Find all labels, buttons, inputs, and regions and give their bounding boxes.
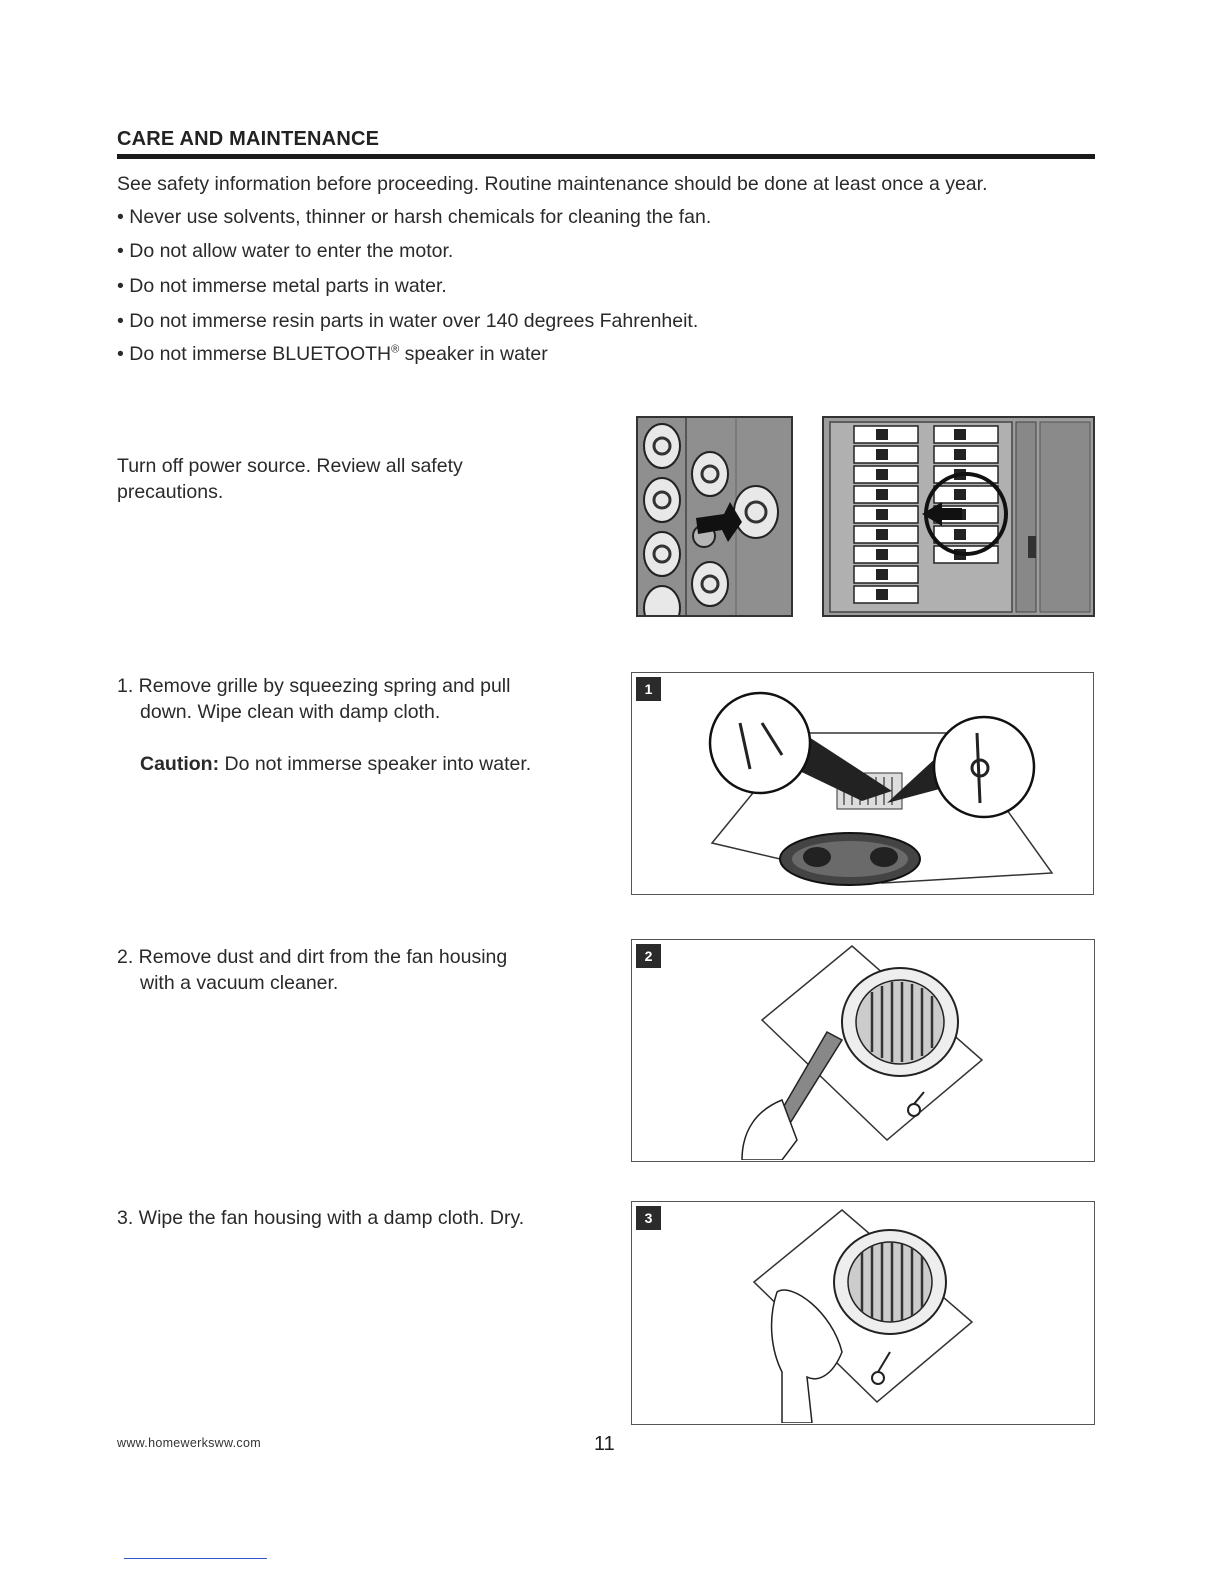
grille-removal-icon <box>632 673 1092 893</box>
step-1-badge: 1 <box>636 677 661 701</box>
step-3-text <box>117 1205 524 1231</box>
cloth-wiping-icon <box>632 1202 1093 1423</box>
step-1-line-2: down. Wipe clean with damp cloth. <box>140 701 441 723</box>
bullet-resin-parts: • Do not immerse resin parts in water over 140 degrees Fahrenheit. <box>117 310 699 332</box>
bullet-bluetooth <box>117 343 548 366</box>
bullet-bt-post: speaker in water <box>399 343 548 365</box>
caution-label: Caution: <box>140 753 220 775</box>
power-line-2: precautions. <box>117 481 224 503</box>
vacuum-cleaning-icon <box>632 940 1093 1160</box>
step-1-figure <box>631 672 1094 895</box>
step-2-figure <box>631 939 1095 1162</box>
fuse-icon <box>638 418 791 615</box>
step-1-line-1: 1. Remove grille by squeezing spring and pull <box>117 675 511 697</box>
intro-text: See safety information before proceeding. Routine maintenance should be done at least once a year. <box>117 173 988 195</box>
caution-text: Do not immerse speaker into water. <box>219 753 532 775</box>
footer-website: www.homewerksww.com <box>117 1436 261 1450</box>
page-number: 11 <box>594 1433 615 1455</box>
power-off-text <box>117 453 463 505</box>
step-2-badge: 2 <box>636 944 661 968</box>
bullet-bt-pre: • Do not immerse BLUETOOTH <box>117 343 392 365</box>
caution-note <box>117 751 531 777</box>
step-2-line-2: with a vacuum cleaner. <box>140 972 339 994</box>
step-3-line-1: 3. Wipe the fan housing with a damp cloth. Dry. <box>117 1207 525 1229</box>
breaker-panel-illustration <box>822 416 1095 617</box>
registered-mark: ® <box>391 343 400 356</box>
bullet-solvents: • Never use solvents, thinner or harsh chemicals for cleaning the fan. <box>117 206 712 228</box>
section-title: CARE AND MAINTENANCE <box>117 128 380 150</box>
breaker-icon <box>824 418 1093 615</box>
bullet-metal-parts: • Do not immerse metal parts in water. <box>117 275 447 297</box>
title-rule <box>117 154 1095 159</box>
step-2-text <box>117 944 507 996</box>
step-2-line-1: 2. Remove dust and dirt from the fan housing <box>117 946 508 968</box>
power-line-1: Turn off power source. Review all safety <box>117 455 463 477</box>
step-3-figure <box>631 1201 1095 1425</box>
step-1-text <box>117 673 531 777</box>
link-underline <box>124 1558 267 1559</box>
step-3-badge: 3 <box>636 1206 661 1230</box>
fuse-panel-illustration <box>636 416 793 617</box>
bullet-water-motor: • Do not allow water to enter the motor. <box>117 240 454 262</box>
